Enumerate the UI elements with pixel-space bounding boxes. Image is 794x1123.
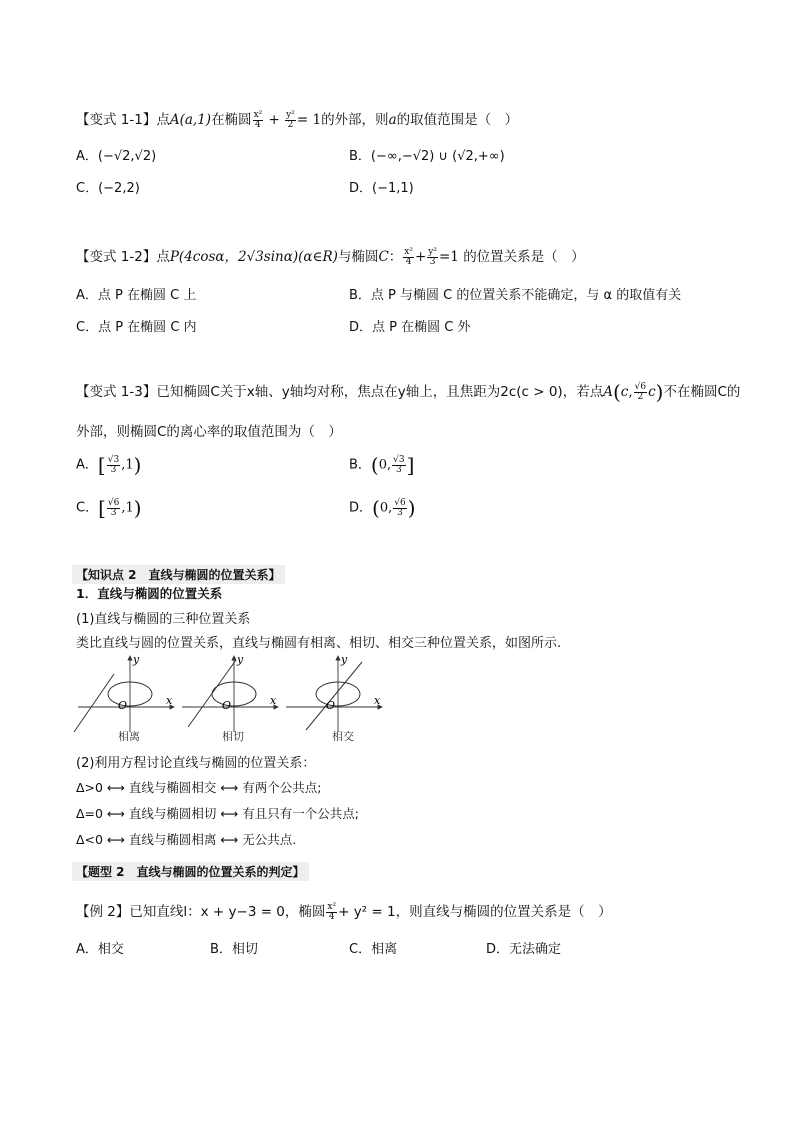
v12-option-b: B．点 P 与椭圆 C 的位置关系不能确定，与 α 的取值有关 (349, 288, 682, 303)
v12-option-d: D．点 P 在椭圆 C 外 (349, 320, 471, 335)
k2-rule-3: Δ<0 ⟷ 直线与椭圆相离 ⟷ 无公共点. (76, 832, 297, 847)
k2-description: 类比直线与圆的位置关系，直线与椭圆有相离、相切、相交三种位置关系，如图所示. (76, 636, 562, 651)
frac-x2-4: $\frac{\text{x²}}{4}$ (253, 109, 263, 130)
v11-option-a: A．(−√2,√2) (76, 149, 157, 164)
example-2-question: 【例 2】已知直线l：x + y−3 = 0，椭圆 $\frac{\text{x²}}{4}$ + y² = 1，则直线与椭圆的位置关系是（ ） (76, 901, 612, 922)
v11-option-c: C．(−2,2) (76, 181, 140, 196)
frac-y2-2: $\frac{\text{y²}}{2}$ (286, 109, 295, 130)
k2-subheading-1a: (1)直线与椭圆的三种位置关系 (76, 612, 251, 627)
svg-text:y: y (133, 653, 140, 666)
example-2-tag: 【例 2】 (76, 904, 130, 920)
v12-option-a: A．点 P 在椭圆 C 上 (76, 288, 197, 303)
svg-text:O: O (326, 699, 336, 712)
line-ellipse-position-figure (70, 652, 390, 747)
v11-question: 【变式 1-1】点A(a,1)在椭圆 $\frac{\text{x²}}{4}$ + $\frac{\text{y²}}{2}$ = 1的外部，则a的取值范围是（ ） (76, 109, 519, 130)
v12-tag: 【变式 1-2】 (76, 249, 157, 265)
v11-tag: 【变式 1-1】 (76, 112, 157, 128)
svg-text:x: x (270, 694, 277, 707)
svg-text:y: y (237, 653, 244, 666)
v13-question-line2: 外部，则椭圆C的离心率的取值范围为（ ） (76, 424, 342, 440)
svg-text:O: O (222, 699, 232, 712)
knowledge-point-2-header: 【知识点 2 直线与椭圆的位置关系】 (72, 565, 285, 584)
figure-panel-intersect (286, 653, 382, 743)
svg-text:y: y (341, 653, 348, 666)
example-2-option-d: D．无法确定 (486, 942, 562, 957)
k2-rule-2: Δ=0 ⟷ 直线与椭圆相切 ⟷ 有且只有一个公共点; (76, 806, 359, 821)
example-2-option-a: A．相交 (76, 942, 124, 957)
fig-label-separate: 相离 (118, 730, 140, 743)
example-2-option-c: C．相离 (349, 942, 398, 957)
v12-option-c: C．点 P 在椭圆 C 内 (76, 320, 197, 335)
svg-text:O: O (118, 699, 128, 712)
v12-question: 【变式 1-2】点P(4cosα，2√3sinα)(α∈R)与椭圆C： $\frac{\text{x²}}{4}$ + $\frac{\text{y²}}{3}$ =1 的位置关系是（ ） (76, 246, 585, 267)
v13-option-a: A．[ $\frac{√3}{3}$ ,1) (76, 453, 142, 477)
svg-text:x: x (374, 694, 381, 707)
example-2-option-b: B．相切 (210, 942, 258, 957)
figure-panel-tangent (182, 653, 278, 743)
fig-label-intersect: 相交 (332, 730, 354, 743)
question-type-2-header: 【题型 2 直线与椭圆的位置关系的判定】 (72, 862, 309, 881)
fig-label-tangent: 相切 (222, 730, 244, 743)
v13-option-d: D．(0, $\frac{√6}{3}$ ) (349, 496, 416, 520)
k2-subheading-1b: (2)利用方程讨论直线与椭圆的位置关系： (76, 756, 316, 771)
v13-question-line1: 【变式 1-3】已知椭圆C关于x轴、y轴均对称，焦点在y轴上，且焦距为2c(c > 0)，若点A(c, $\frac{√6}{2}$ c)不在椭圆C的 (76, 380, 741, 404)
v13-tag: 【变式 1-3】 (76, 384, 157, 400)
k2-rule-1: Δ>0 ⟷ 直线与椭圆相交 ⟷ 有两个公共点; (76, 780, 322, 795)
v11-option-b: B．(−∞,−√2) ∪ (√2,+∞) (349, 149, 505, 164)
figure-panel-separate (74, 653, 174, 743)
svg-text:x: x (166, 694, 173, 707)
v11-option-d: D．(−1,1) (349, 181, 414, 196)
v13-option-b: B．(0, $\frac{√3}{3}$ ] (349, 453, 415, 477)
v13-option-c: C．[ $\frac{√6}{3}$ ,1) (76, 496, 142, 520)
k2-subheading-1: 1．直线与椭圆的位置关系 (76, 586, 223, 601)
